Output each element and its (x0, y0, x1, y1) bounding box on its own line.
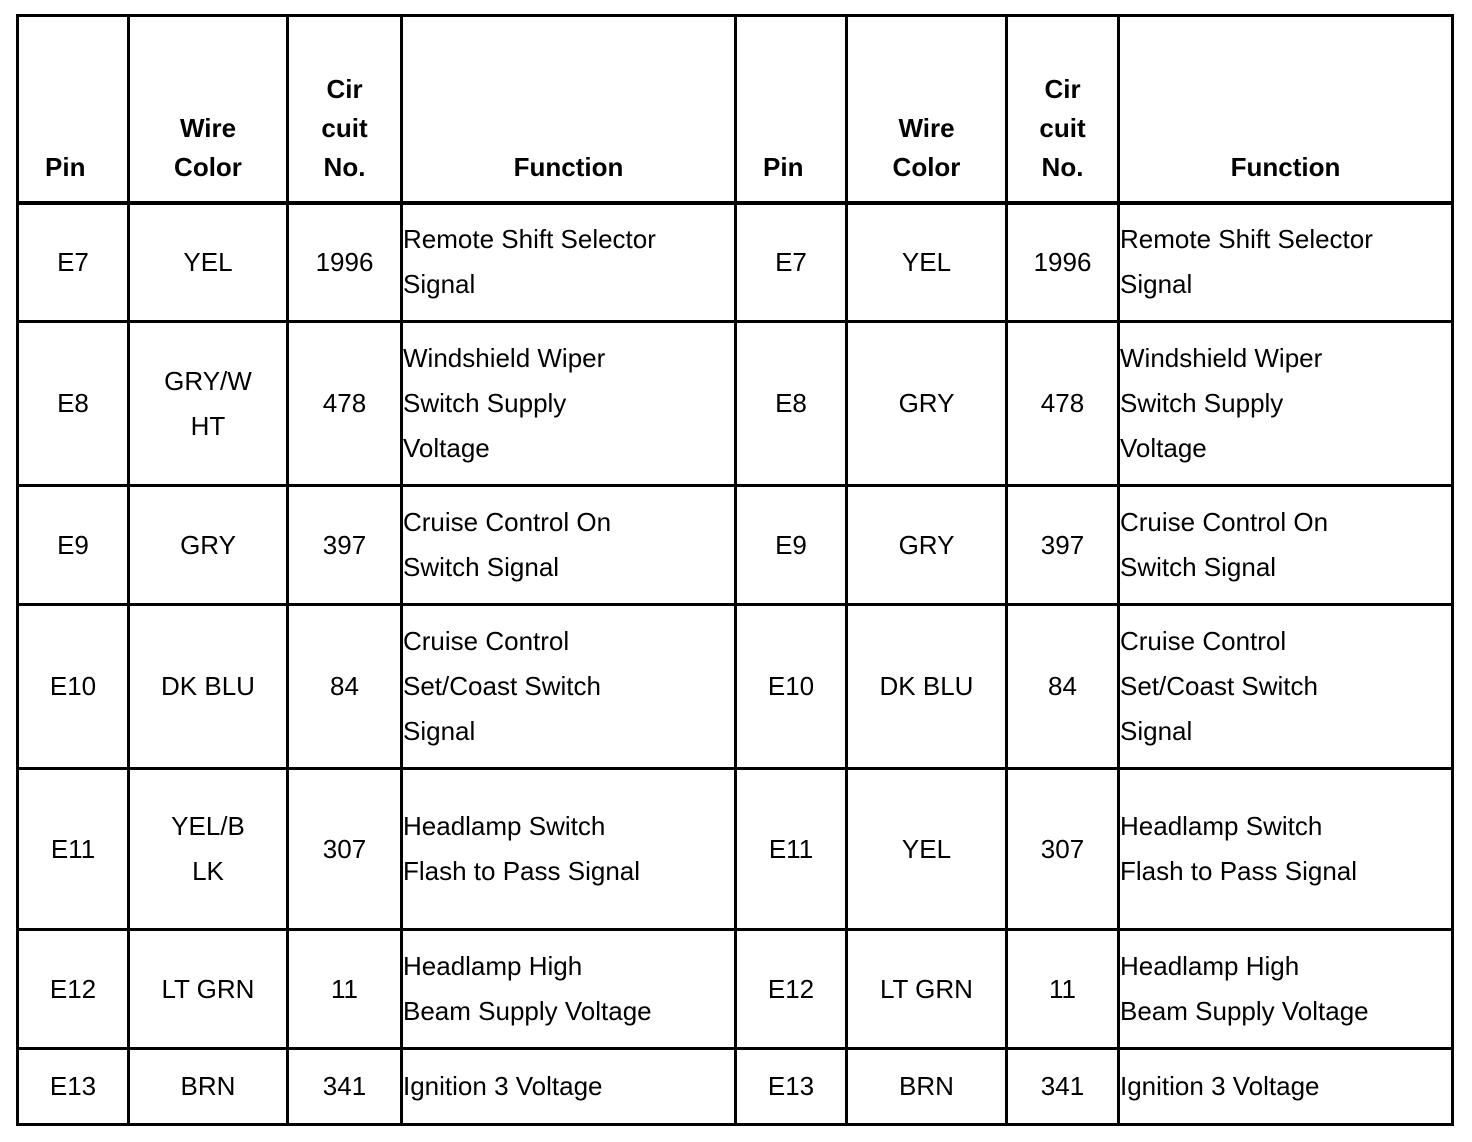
function-cell-left (402, 769, 736, 930)
table-row (18, 930, 1453, 1049)
circuit-cell-right: 84 (1007, 605, 1119, 769)
header-text-line: Pin (45, 151, 86, 182)
pin-cell-right: E7 (736, 203, 847, 322)
table-row (18, 1049, 1453, 1125)
function-cell-left-line: Headlamp High (403, 951, 583, 981)
wire-color-cell-right (847, 930, 1007, 1049)
pin-cell-right: E8 (736, 322, 847, 486)
circuit-cell-right: 341 (1007, 1049, 1119, 1125)
pin-cell-left: E10 (18, 605, 129, 769)
pin-cell-left: E8 (18, 322, 129, 486)
pinout-table (16, 14, 1454, 1126)
pin-cell-right: E9 (736, 486, 847, 605)
header-text-line: Cir (326, 73, 363, 104)
function-cell-left-line: Beam Supply Voltage (403, 996, 652, 1026)
circuit-cell-right: 11 (1007, 930, 1119, 1049)
pin-cell-left: E9 (18, 486, 129, 605)
function-cell-left-line: Switch Supply (403, 388, 567, 418)
function-cell-left-line: Flash to Pass Signal (403, 856, 641, 886)
circuit-cell-left: 397 (288, 486, 402, 605)
function-cell-right (1119, 769, 1453, 930)
header-text-line: cuit (321, 112, 368, 143)
function-cell-right-line: Windshield Wiper (1120, 343, 1323, 373)
pin-cell-right: E13 (736, 1049, 847, 1125)
wire-color-cell-left (129, 769, 288, 930)
circuit-cell-left: 478 (288, 322, 402, 486)
table-row (18, 322, 1453, 486)
header-text-line: Wire (179, 112, 237, 143)
function-cell-right-line: Signal (1120, 269, 1193, 300)
header-text-line: Wire (898, 112, 955, 143)
wire-color-cell-right (847, 769, 1007, 930)
circuit-cell-left: 341 (288, 1049, 402, 1125)
function-cell-right-line: Signal (1120, 716, 1193, 746)
wire-color-cell-left-line: YEL/B (171, 811, 245, 841)
function-cell-left-line: Ignition 3 Voltage (403, 1071, 603, 1101)
header-text-line: Pin (763, 151, 804, 182)
function-cell-left-line: Signal (403, 716, 476, 746)
function-cell-right-line: Cruise Control On (1120, 507, 1329, 537)
wire-color-cell-left-line: BRN (180, 1071, 236, 1101)
table-row (18, 769, 1453, 930)
function-cell-left-line: Remote Shift Selector (403, 224, 656, 255)
function-cell-right-line: Cruise Control (1120, 626, 1287, 656)
function-cell-left-line: Cruise Control (403, 626, 570, 656)
wire-color-cell-left-line: GRY/W (164, 365, 252, 396)
pin-cell-left: E12 (18, 930, 129, 1049)
function-cell-left (402, 1049, 736, 1125)
pin-cell-left: E11 (18, 769, 129, 930)
table-row (18, 486, 1453, 605)
wire-color-cell-left (129, 605, 288, 769)
wire-color-cell-left (129, 486, 288, 605)
function-cell-right-line: Headlamp High (1120, 951, 1300, 981)
wire-color-cell-right (847, 1049, 1007, 1125)
wire-color-cell-left (129, 322, 288, 486)
function-cell-left-line: Voltage (403, 433, 490, 463)
header-wire-color-left (129, 16, 288, 203)
circuit-cell-right: 478 (1007, 322, 1119, 486)
table-row (18, 203, 1453, 322)
wire-color-cell-left-line: DK BLU (161, 671, 255, 701)
wire-color-cell-right (847, 486, 1007, 605)
header-text-line: Function (513, 151, 624, 182)
pin-cell-left: E13 (18, 1049, 129, 1125)
function-cell-right-line: Ignition 3 Voltage (1120, 1071, 1320, 1101)
wire-color-cell-right (847, 322, 1007, 486)
function-cell-left (402, 203, 736, 322)
wire-color-cell-left-line: LK (192, 856, 224, 886)
wire-color-cell-right (847, 605, 1007, 769)
header-function-left (402, 16, 736, 203)
function-cell-right (1119, 1049, 1453, 1125)
function-cell-right-line: Headlamp Switch (1120, 811, 1323, 841)
pin-cell-right: E10 (736, 605, 847, 769)
wire-color-cell-left-line: HT (190, 410, 226, 441)
header-function-right (1119, 16, 1453, 203)
pinout-rows (18, 203, 1453, 1125)
wire-color-cell-right (847, 203, 1007, 322)
function-cell-left (402, 930, 736, 1049)
function-cell-left-line: Windshield Wiper (403, 343, 606, 373)
table-row (18, 605, 1453, 769)
wire-color-cell-right-line: DK BLU (879, 671, 974, 701)
circuit-cell-left: 307 (288, 769, 402, 930)
function-cell-left (402, 322, 736, 486)
wire-color-cell-right-line: GRY (898, 529, 955, 560)
pin-cell-right: E11 (736, 769, 847, 930)
function-cell-right-line: Switch Signal (1120, 552, 1277, 582)
header-text-line: Color (892, 151, 961, 182)
function-cell-left (402, 605, 736, 769)
function-cell-left-line: Switch Signal (403, 552, 560, 582)
pin-cell-left: E7 (18, 203, 129, 322)
header-pin-right (736, 16, 847, 203)
header-text-line: Cir (1044, 73, 1081, 104)
header-text-line: No. (1041, 151, 1084, 182)
function-cell-right-line: Beam Supply Voltage (1120, 996, 1369, 1026)
header-row (18, 16, 1453, 203)
wire-color-cell-right-line: LT GRN (880, 973, 973, 1004)
wire-color-cell-left-line: YEL (183, 246, 233, 277)
function-cell-right (1119, 605, 1453, 769)
function-cell-right-line: Switch Supply (1120, 388, 1284, 418)
header-text-line: Color (174, 151, 242, 182)
header-text-line: Function (1230, 151, 1341, 182)
function-cell-right (1119, 203, 1453, 322)
function-cell-right (1119, 322, 1453, 486)
function-cell-left-line: Headlamp Switch (403, 811, 606, 841)
wire-color-cell-left (129, 930, 288, 1049)
function-cell-right-line: Remote Shift Selector (1120, 224, 1373, 255)
circuit-cell-left: 11 (288, 930, 402, 1049)
header-wire-color-right (847, 16, 1007, 203)
header-pin-left (18, 16, 129, 203)
wire-color-cell-right-line: YEL (901, 246, 952, 277)
wire-color-cell-left (129, 203, 288, 322)
wire-color-cell-left (129, 1049, 288, 1125)
circuit-cell-right: 397 (1007, 486, 1119, 605)
function-cell-left (402, 486, 736, 605)
header-text-line: cuit (1039, 112, 1086, 143)
circuit-cell-left: 84 (288, 605, 402, 769)
circuit-cell-left: 1996 (288, 203, 402, 322)
function-cell-right-line: Flash to Pass Signal (1120, 856, 1358, 886)
header-circuit-no-right (1007, 16, 1119, 203)
wire-color-cell-right-line: GRY (898, 388, 955, 418)
function-cell-left-line: Cruise Control On (403, 507, 612, 537)
wire-color-cell-left-line: GRY (180, 529, 236, 560)
connector-pinout-page (16, 14, 1454, 1126)
wire-color-cell-right-line: BRN (899, 1071, 954, 1101)
function-cell-left-line: Signal (403, 269, 476, 300)
function-cell-left-line: Set/Coast Switch (403, 671, 601, 701)
header-text-line: No. (323, 151, 366, 182)
function-cell-right (1119, 930, 1453, 1049)
circuit-cell-right: 1996 (1007, 203, 1119, 322)
header-circuit-no-left (288, 16, 402, 203)
circuit-cell-right: 307 (1007, 769, 1119, 930)
wire-color-cell-right-line: YEL (901, 833, 952, 864)
wire-color-cell-left-line: LT GRN (161, 973, 255, 1004)
function-cell-right-line: Voltage (1120, 433, 1207, 463)
function-cell-right (1119, 486, 1453, 605)
function-cell-right-line: Set/Coast Switch (1120, 671, 1318, 701)
pin-cell-right: E12 (736, 930, 847, 1049)
